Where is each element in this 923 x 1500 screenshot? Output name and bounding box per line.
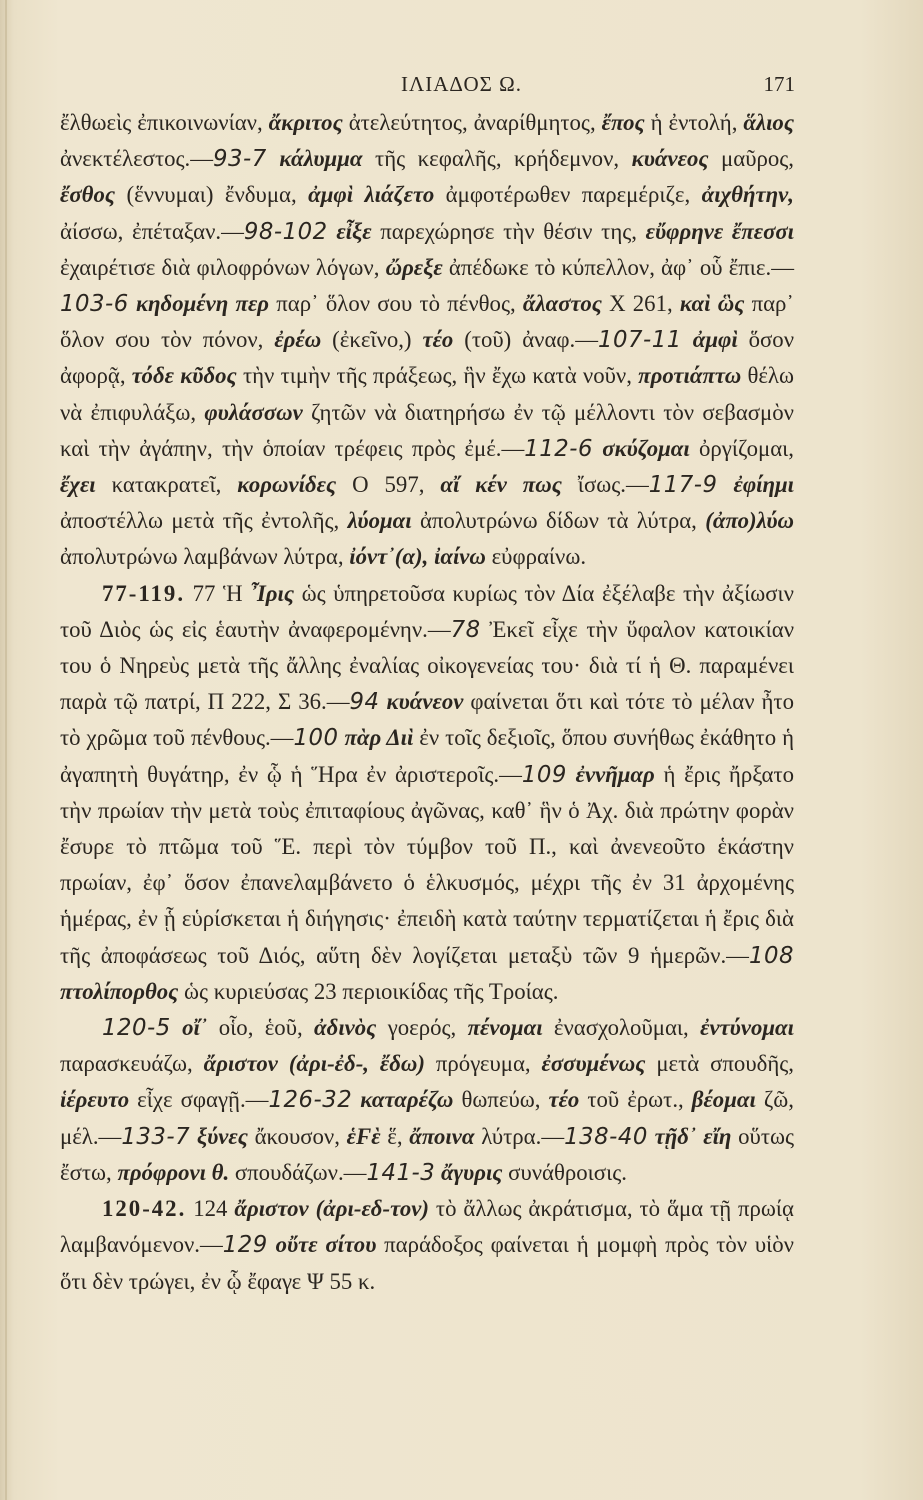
gloss-text: ὀργίζομαι,	[689, 435, 795, 461]
gloss-text	[682, 327, 693, 352]
line-reference: 107-11	[598, 327, 682, 354]
line-reference: 109	[521, 761, 567, 788]
line-reference: 126-32	[268, 1087, 353, 1114]
gloss-text: ὡς κυριεύσας 23 περιοικίδας τῆς Τροίας.	[178, 978, 559, 1004]
gloss-text: ζῶ, μέλ.—	[60, 1087, 794, 1149]
lemma-term: ἔπος	[601, 110, 645, 135]
line-reference: 93-7	[213, 146, 267, 173]
lemma-term: οἴ᾽	[182, 1015, 208, 1041]
lemma-term: (ἀπο)λύω	[705, 508, 795, 534]
gloss-text: ἐνασχολοῦμαι,	[542, 1015, 701, 1041]
lemma-term: ἄποινα	[409, 1123, 475, 1149]
gloss-text	[718, 472, 734, 497]
gloss-text: ἡ ἔρις ἤρξατο τὴν πρωίαν τὴν μετὰ τοὺς ἐπιταφίους ἀγῶνας, καθ᾽ ἣν ὁ Ἀχ. διὰ πρώτην φορὰν ἔσυρε τὸ πτῶμα τοῦ Ἕ. περὶ τὸν τύμβον τοῦ Π., καὶ ἀνενεοῦτο ἑκάστην πρωίαν, ἐφ᾽ ὅσον ἐπανελαμβάνετο ὁ ἑλκυσμός, μέχρι τῆς ἐν 31 ἀρχομένης ἡμέρας, ἐν ᾗ εὑρίσκεται ἡ διήγησις· ἐπειδὴ κατὰ ταύτην τερματίζεται ἡ ἔρις διὰ τῆς ἀποφάσεως τοῦ Διός, αὕτη δὲν λογίζεται μεταξὺ τῶν 9 ἡμερῶν.—	[60, 761, 795, 968]
line-reference: 100	[293, 725, 339, 752]
lemma-term: σκύζομαι	[602, 435, 690, 461]
lemma-term: κυάνεος	[631, 146, 709, 172]
gloss-text: τῆς κεφαλῆς, κρήδεμνον,	[362, 146, 632, 172]
gloss-text: γοερός,	[376, 1015, 468, 1041]
gloss-text: ἐχαιρέτισε διὰ φιλοφρόνων λόγων,	[60, 254, 386, 280]
gloss-text: τὴν τιμὴν τῆς πράξεως, ἣν ἔχω κατὰ νοῦν,	[236, 363, 639, 389]
lemma-term: ἀδινὸς	[314, 1015, 377, 1041]
gloss-text: ζητῶν νὰ διατηρήσω ἐν τῷ μέλλοντι τὸν σεβασμὸν καὶ τὴν ἀγάπην, τὴν ὁποίαν τρέφεις πρὸς ἐμέ.—	[60, 399, 794, 461]
gloss-text: θωπεύω,	[453, 1087, 549, 1113]
lemma-term: Ἶρις	[250, 580, 294, 606]
lemma-term: ἀιχθήτην,	[701, 182, 794, 208]
paragraph-3	[60, 1010, 794, 1191]
lemma-term: ξύνες	[196, 1123, 248, 1149]
gloss-text: ἕ,	[380, 1123, 410, 1149]
lemma-term: λύομαι	[347, 508, 412, 534]
lemma-term: ἄκριτος	[268, 110, 343, 135]
lemma-term: πτολίπορθος	[60, 978, 179, 1004]
gloss-text	[309, 1196, 316, 1221]
page-number: 171	[763, 72, 795, 96]
gloss-text: Ο 597,	[336, 472, 441, 498]
paragraph-2	[60, 576, 794, 1010]
gloss-text	[380, 689, 387, 714]
gloss-text: ἡ ἐντολή,	[644, 110, 744, 135]
lemma-term: ἄγυρις	[440, 1159, 503, 1185]
lemma-term: πρόφρονι θ.	[117, 1159, 230, 1185]
lemma-term: καὶ ὣς	[679, 291, 745, 317]
lemma-term: τέο	[422, 327, 454, 353]
lemma-term: πὰρ Διὶ	[344, 725, 414, 751]
gloss-text: ἔλθωεὶς ἐπικοινωνίαν,	[60, 110, 269, 135]
lemma-term: αἴ κέν πως	[440, 472, 562, 498]
lemma-term: κηδομένη περ	[135, 291, 270, 317]
gloss-text: παρ᾽ ὅλον σου τὸν πόνον,	[60, 291, 794, 353]
gloss-text	[567, 762, 576, 787]
lemma-term: ὤρεξε	[385, 254, 443, 280]
lemma-term: φυλάσσων	[204, 399, 303, 425]
lemma-term: ἄριστον	[203, 1051, 278, 1077]
gloss-text: σπουδάζων.—	[229, 1159, 367, 1185]
lemma-term: (ἀρι-εδ-τον)	[315, 1196, 429, 1222]
gloss-text: οἷο, ἑοῦ,	[207, 1015, 315, 1041]
gloss-text	[593, 436, 602, 461]
line-reference: 108	[748, 942, 794, 969]
lemma-term: τόδε κῦδος	[131, 363, 237, 389]
page-header	[0, 72, 923, 102]
lemma-term: ἐννῆμαρ	[575, 761, 655, 787]
gloss-text	[648, 1124, 655, 1149]
lemma-term: ἰόντ᾽(α),	[349, 544, 429, 570]
lemma-term: εὔφρηνε ἔπεσσι	[645, 218, 794, 244]
lemma-term: τέο	[548, 1087, 580, 1113]
gloss-text: ἀμφοτέρωθεν παρεμέριζε,	[434, 182, 702, 208]
lemma-term: ἱέρευτο	[60, 1087, 130, 1113]
gloss-text: 77 Ἡ	[185, 580, 251, 606]
running-head: ΙΛΙΑΔΟΣ Ω.	[401, 72, 522, 96]
gloss-text: μαῦρος,	[708, 146, 794, 172]
lemma-term: ἑϜὲ	[346, 1123, 381, 1149]
line-reference: 138-40	[564, 1123, 648, 1150]
lemma-term: ἐσσυμένως	[541, 1051, 646, 1077]
gloss-text: ὅσον ἀφορᾷ,	[60, 327, 795, 389]
lemma-term: κάλυμμα	[279, 146, 363, 172]
lemma-term: (ἀρι-ἐδ-, ἔδω)	[288, 1051, 426, 1077]
gloss-text: παρεχώρησε τὴν θέσιν της,	[371, 218, 646, 244]
lemma-term: ἐντύνομαι	[700, 1015, 794, 1041]
line-reference: 103-6	[60, 291, 129, 318]
gloss-text: ἀπέδωκε τὸ κύπελλον, ἀφ᾽ οὗ ἔπιε.—	[442, 254, 794, 280]
gloss-text	[268, 1232, 276, 1257]
paragraph-1	[60, 105, 794, 576]
gloss-text: παράδοξος φαίνεται ἡ μομφὴ πρὸς τὸν υἱὸν ὅτι δὲν τρώγει, ἐν ᾧ ἔφαγε Ψ 55 κ.	[60, 1232, 794, 1294]
lemma-term: ἐφίημι	[733, 472, 795, 498]
gloss-text	[190, 1124, 197, 1149]
gloss-text: παρ᾽ ὅλον σου τὸ πένθος,	[269, 291, 523, 317]
lemma-term: πένομαι	[467, 1015, 543, 1041]
gloss-text: ἐν τοῖς δεξιοῖς, ὅπου συνήθως ἐκάθητο ἡ ἀγαπητὴ θυγάτηρ, ἐν ᾧ ἡ Ἥρα ἐν ἀριστεροῖς.—	[60, 725, 794, 787]
line-reference: 112-6	[524, 435, 594, 462]
gloss-text	[129, 291, 136, 316]
gloss-text: τὸ ἄλλως ἀκράτισμα, τὸ ἅμα τῇ πρωίᾳ λαμβανόμενον.—	[60, 1196, 795, 1258]
commentary-text	[60, 105, 794, 1300]
gloss-text	[267, 146, 280, 171]
paragraph-4	[60, 1191, 794, 1300]
gloss-text: (τοῦ) ἀναφ.—	[453, 327, 599, 353]
lemma-term: ἄλαστος	[522, 291, 602, 317]
gloss-text: 124	[186, 1196, 235, 1222]
gloss-text: ἄκουσον,	[247, 1123, 347, 1149]
lemma-term: προτιάπτω	[638, 363, 742, 389]
lemma-term: ἀμφὶ λιάζετο	[308, 182, 435, 208]
gloss-text: λύτρα.—	[474, 1123, 565, 1149]
gloss-text: ἀπολυτρώνω δίδων τὰ λύτρα,	[411, 508, 706, 534]
lemma-term: ἅλιος	[743, 110, 794, 135]
lemma-term: κορωνίδες	[237, 472, 337, 498]
lemma-term: ἐρέω	[274, 327, 322, 353]
line-reference: 141-3	[366, 1159, 436, 1186]
line-reference: 98-102	[243, 218, 328, 245]
lemma-term: ἄριστον	[234, 1196, 309, 1222]
section-marker: 77-119.	[102, 580, 186, 606]
gloss-text: ἀίσσω, ἐπέταξαν.—	[60, 218, 244, 244]
gloss-text: πρόγευμα,	[425, 1051, 542, 1077]
line-reference: 78	[450, 616, 481, 643]
gloss-text: εὐφραίνω.	[485, 544, 587, 570]
lemma-term: ἀμφὶ	[692, 327, 738, 353]
gloss-text: συνάθροισις.	[502, 1159, 627, 1185]
gloss-text: Χ 261,	[601, 291, 680, 317]
lemma-term: εἶξε	[336, 218, 372, 244]
gloss-text: φαίνεται ὅτι καὶ τότε τὸ μέλαν ἦτο τὸ χρῶμα τοῦ πένθους.—	[60, 689, 794, 751]
lemma-term: ἔσθος	[60, 182, 116, 208]
lemma-term: καταρέζω	[360, 1087, 454, 1113]
gloss-text: τοῦ ἐρωτ.,	[579, 1087, 692, 1113]
line-reference: 120-5	[102, 1015, 171, 1042]
gloss-text	[171, 1015, 182, 1040]
gloss-text: εἶχε σφαγῇ.—	[129, 1087, 269, 1113]
gloss-text: ἀνεκτέλεστος.—	[60, 146, 214, 172]
gloss-text: μετὰ σπουδῆς,	[645, 1051, 795, 1077]
gloss-text	[278, 1051, 289, 1076]
lemma-term: ἔχει	[60, 472, 96, 498]
lemma-term: οὔτε σίτου	[275, 1232, 377, 1258]
lemma-term: τῇδ᾽ εἴη	[654, 1123, 732, 1149]
lemma-term: ἰαίνω	[434, 544, 486, 570]
lemma-term: βέομαι	[691, 1087, 756, 1113]
gloss-text: ἀποστέλλω μετὰ τῆς ἐντολῆς,	[60, 508, 348, 534]
line-reference: 117-9	[648, 472, 718, 499]
line-reference: 129	[222, 1232, 268, 1259]
gloss-text: ἀπολυτρώνω λαμβάνων λύτρα,	[60, 544, 350, 570]
gloss-text: (ἐκεῖνο,)	[321, 327, 423, 353]
gloss-text: Ἐκεῖ εἶχε τὴν ὕφαλον κατοικίαν του ὁ Νηρεὺς μετὰ τῆς ἄλλης ἐναλίας οἰκογενείας του· διὰ τί ἡ Θ. παραμένει παρὰ τῷ πατρί, Π 222, Σ 36.—	[60, 616, 794, 715]
section-marker: 120-42.	[102, 1196, 187, 1222]
gloss-text: ἀτελεύτητος, ἀναρίθμητος,	[342, 110, 602, 135]
lemma-term: κυάνεον	[386, 689, 464, 715]
line-reference: 133-7	[121, 1123, 191, 1150]
page-fold	[5, 0, 7, 1500]
gloss-text: κατακρατεῖ,	[95, 472, 238, 498]
gloss-text: ἴσως.—	[561, 472, 649, 498]
gloss-text: παρασκευάζω,	[60, 1051, 204, 1077]
line-reference: 94	[349, 689, 380, 716]
gloss-text: (ἕννυμαι) ἔνδυμα,	[115, 182, 309, 208]
gloss-text: ὡς ὑπηρετοῦσα κυρίως τὸν Δία ἐξέλαβε τὴν ἀξίωσιν τοῦ Διὸς ὡς εἰς ἑαυτὴν ἀναφερομένην.—	[60, 580, 794, 642]
gloss-text: οὕτως ἔστω,	[60, 1123, 795, 1185]
gloss-text: θέλω νὰ ἐπιφυλάξω,	[60, 363, 794, 425]
